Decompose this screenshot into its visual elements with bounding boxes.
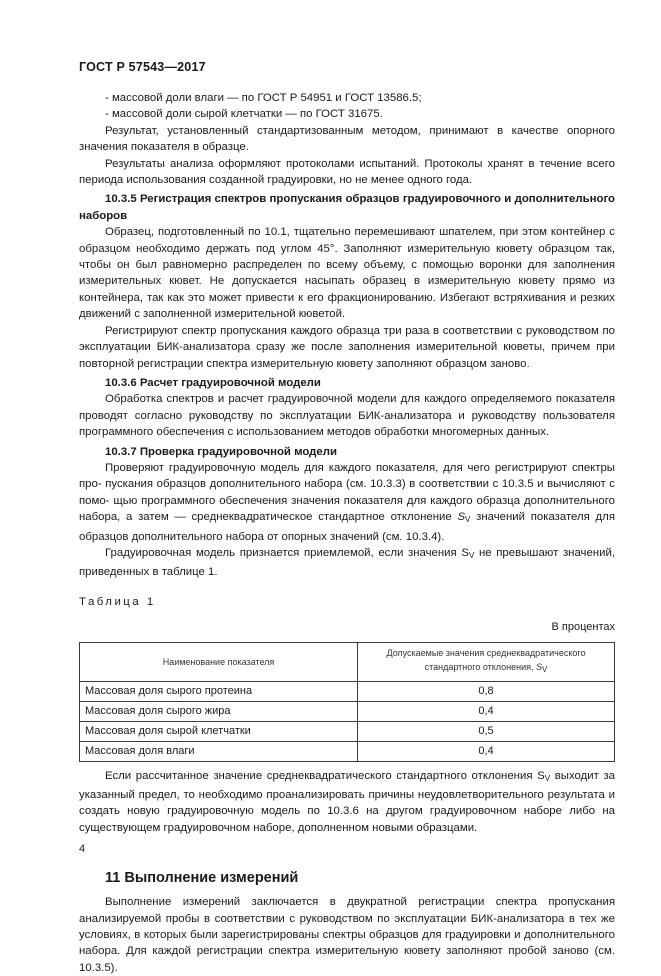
subscript-v: V (468, 550, 475, 560)
paragraph (79, 768, 615, 837)
text-run: Если рассчитанное значение среднеквадратического стандартного отклонения S (105, 769, 545, 782)
paragraph: Обработка спектров и расчет градуировочной модели для каждого определяемого показателя проводят согласно руководству по эксплуатации БИК-анализатора и руководству пользователя программного обеспечения с использованием методов обработки многомерных данных. (79, 393, 615, 439)
text-run: Проверяют градуировочную модель для каждого показателя, для чего регистрируют спектры про- пускания образцов дополнительного набора (см. 10.3.3) в соответствии с 10.3.5 и вычисляют с помо- щью программного обеспечения значения показателя для каждого образца дополнительного набора, а затем — среднеквадратическое стандартное отклонение (79, 461, 615, 524)
column-header-indicator: Наименование показателя (80, 642, 358, 681)
table-unit: В процентах (551, 621, 615, 634)
text-run: выходит за указанный предел, то необходимо проанализировать причины неудовлетворительного результата и создать новую градуировочную модель по 10.3.6 на другом градуировочном наборе либо на существующем градуировочном наборе, дополненном новыми образцами. (79, 769, 615, 834)
section-heading-11: 11 Выполнение измерений (105, 870, 299, 887)
subscript-v: V (542, 665, 548, 675)
page-number: 4 (79, 843, 86, 855)
symbol-s: S (536, 662, 543, 673)
row-name: Массовая доля сырой клетчатки (80, 721, 358, 741)
paragraph (79, 545, 615, 581)
paragraph: Образец, подготовленный по 10.1, тщательно перемешивают шпателем, при этом контейнер с образцом необходимо держать под углом 45°. Заполняют измерительную кювету образцом так, чтобы он был равномерно распределен по всему объему, с помощью воронки для заполнения измерительных кювет. Не допускается насыпать образец в измерительную кювету прямо из контейнера, так как это может привести к его фракционированию. Избегают встряхивания и резких движений с заполненной измерительной кюветой. (79, 226, 615, 321)
table-row (80, 701, 615, 721)
paragraph (79, 460, 615, 545)
text-run: не превышают значений, приведенных в таблице 1. (79, 546, 615, 579)
paragraph: Регистрируют спектр пропускания каждого образца три раза в соответствии с руководством по эксплуатации БИК-анализатора сразу же после заполнения измерительной кюветы, причем при повторной регистрации спектра измерительную кювету заполняют образцом заново. (79, 324, 615, 370)
section-heading-10-3-7: 10.3.7 Проверка градуировочной модели (105, 445, 337, 458)
paragraph: Результаты анализа оформляют протоколами испытаний. Протоколы хранят в течение всего периода использования созданной градуировки, но не менее одного года. (79, 157, 615, 187)
symbol-s: S (457, 511, 466, 524)
text-run: Градуировочная модель признается приемлемой, если значения S (105, 546, 469, 559)
table-row (80, 721, 615, 741)
row-name: Массовая доля сырого протеина (80, 681, 358, 701)
row-value: 0,4 (358, 741, 615, 761)
subscript-v: V (544, 773, 551, 783)
bullet-item: - массовой доли влаги — по ГОСТ Р 54951 и ГОСТ 13586.5; (105, 92, 422, 104)
paragraph: Выполнение измерений заключается в двукратной регистрации спектра пропускания анализируемой пробы в соответствии с руководством по эксплуатации БИК-анализатора в тех же условиях, в которых были зарегистрированы спектры образцов для градуировки и дополнительного набора. Для каждой регистрации спектра измерительную кювету заполняют пробой заново (см. 10.3.5). (79, 896, 615, 974)
row-name: Массовая доля сырого жира (80, 701, 358, 721)
section-heading-10-3-5: 10.3.5 Регистрация спектров пропускания образцов градуировочного и дополнительного наборов (79, 193, 615, 222)
table-row (80, 741, 615, 761)
table-header-row (80, 642, 615, 681)
table-row (80, 681, 615, 701)
document-header: ГОСТ Р 57543—2017 (79, 60, 206, 74)
row-value: 0,4 (358, 701, 615, 721)
row-value: 0,8 (358, 681, 615, 701)
table-caption: Таблица 1 (79, 595, 156, 608)
tolerance-table (79, 642, 615, 762)
row-name: Массовая доля влаги (80, 741, 358, 761)
row-value: 0,5 (358, 721, 615, 741)
column-header-tolerance (358, 642, 615, 681)
section-heading-10-3-6: 10.3.6 Расчет градуировочной модели (105, 376, 321, 389)
document-body (79, 90, 615, 976)
header-text: Допускаемые значения среднеквадратического стандартного отклонения, (386, 648, 586, 673)
text-run: значений показателя для образцов дополнительного набора от опорных значений (см. 10.3.4). (79, 511, 615, 543)
bullet-item: - массовой доли сырой клетчатки — по ГОСТ 31675. (105, 108, 383, 121)
paragraph: Результат, установленный стандартизованным методом, принимают в качестве опорного значения показателя в образце. (79, 124, 615, 154)
subscript-v: V (465, 515, 471, 525)
